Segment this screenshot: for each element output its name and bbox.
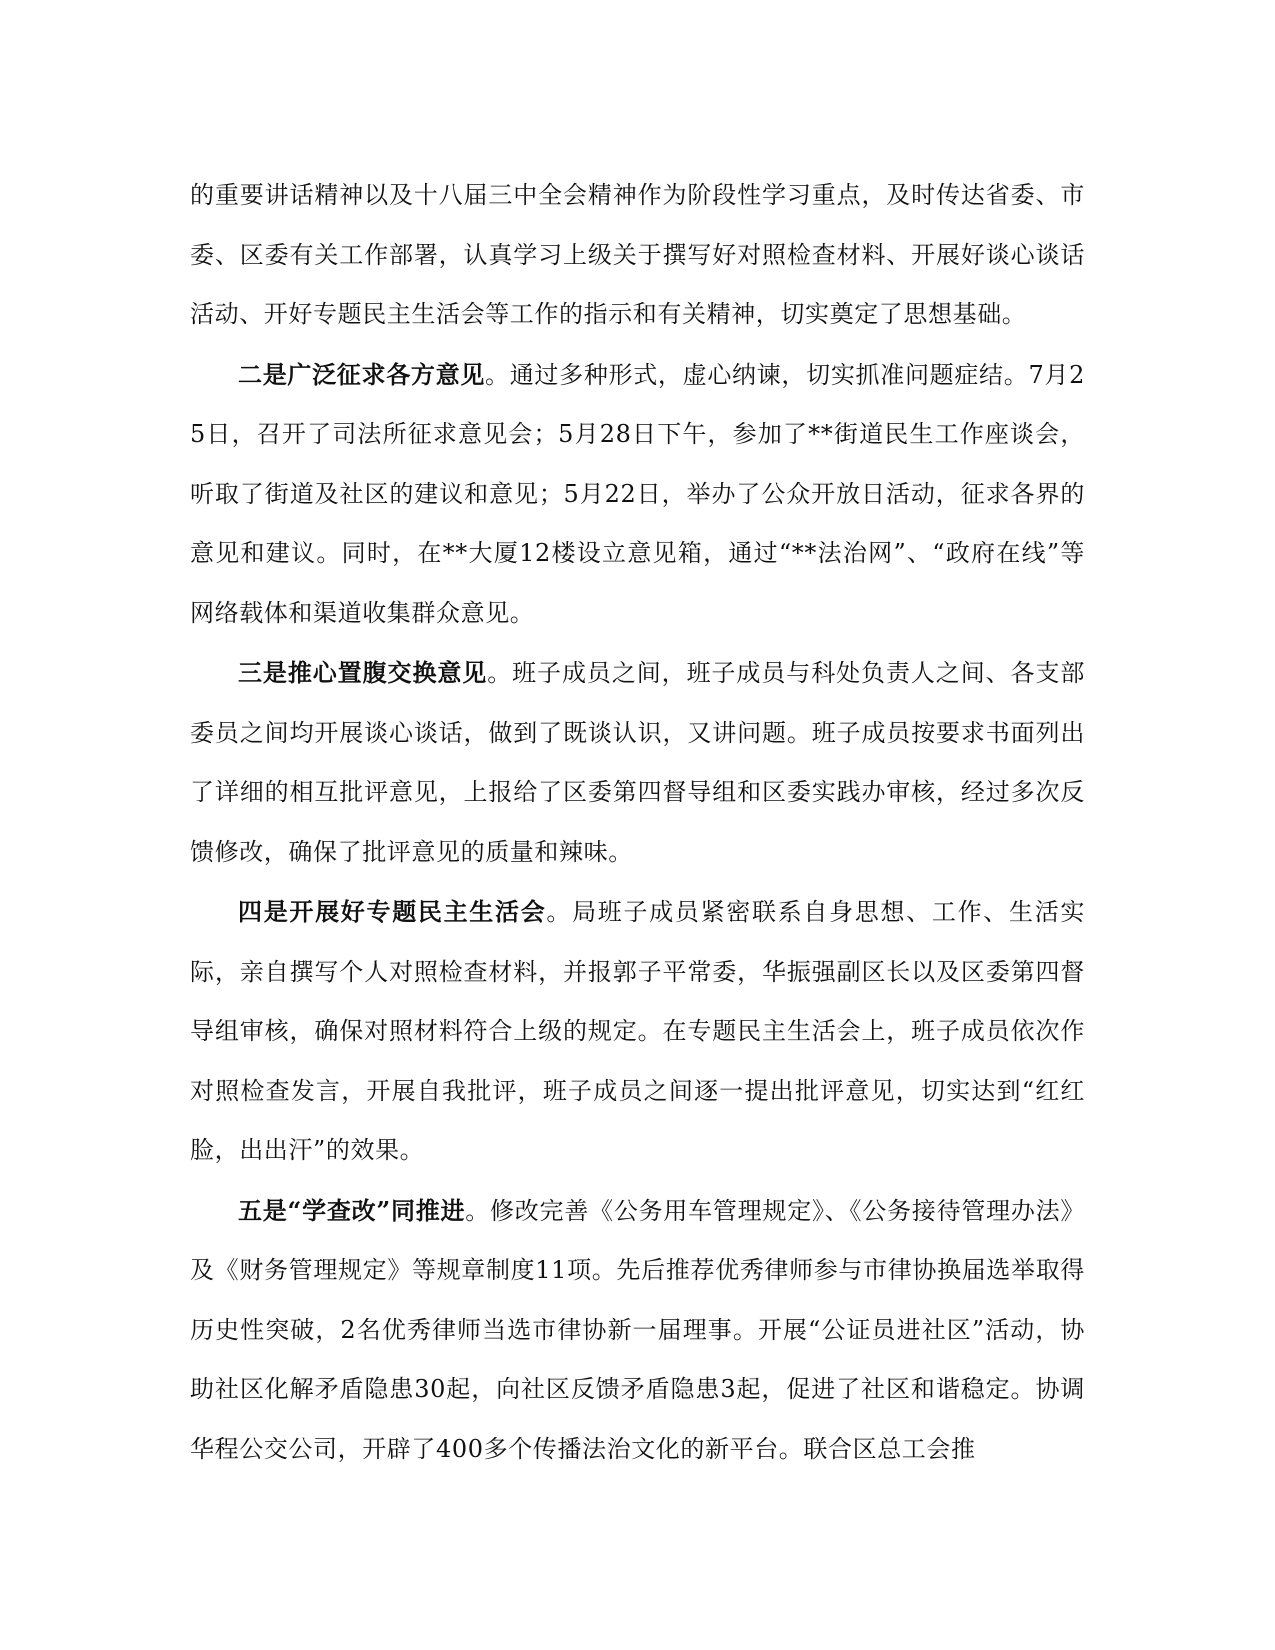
paragraph-5 bbox=[190, 1181, 1085, 1480]
paragraph-5-heading: 五是“学查改”同推进 bbox=[238, 1195, 466, 1225]
paragraph-2-heading: 二是广泛征求各方意见 bbox=[238, 359, 486, 389]
paragraph-1 bbox=[190, 166, 1085, 345]
paragraph-4 bbox=[190, 882, 1085, 1181]
paragraph-1-text: 的重要讲话精神以及十八届三中全会精神作为阶段性学习重点，及时传达省委、市委、区委有关工作部署，认真学习上级关于撰写好对照检查材料、开展好谈心谈话活动、开好专题民主生活会等工作的指示和有关精神，切实奠定了思想基础。 bbox=[190, 181, 1085, 328]
paragraph-4-heading: 四是开展好专题民主生活会 bbox=[238, 897, 547, 926]
paragraph-3 bbox=[190, 643, 1085, 882]
paragraph-3-heading: 三是推心置腹交换意见 bbox=[238, 658, 488, 687]
paragraph-2 bbox=[190, 345, 1085, 644]
paragraph-5-text: 。修改完善《公务用车管理规定》、《公务接待管理办法》及《财务管理规定》等规章制度11项。先后推荐优秀律师参与市律协换届选举取得历史性突破，2名优秀律师当选市律协新一届理事。开展“公证员进社区”活动，协助社区化解矛盾隐患30起，向社区反馈矛盾隐患3起，促进了社区和谐稳定。协调华程公交公司，开辟了400多个传播法治文化的新平台。联合区总工会推 bbox=[190, 1196, 1085, 1463]
paragraph-2-text: 。通过多种形式，虚心纳谏，切实抓准问题症结。7月25日，召开了司法所征求意见会；5月28日下午，参加了**街道民生工作座谈会，听取了街道及社区的建议和意见；5月22日，举办了公众开放日活动，征求各界的意见和建议。同时，在**大厦12楼设立意见箱，通过“**法治网”、“政府在线”等网络载体和渠道收集群众意见。 bbox=[190, 360, 1085, 627]
document-body bbox=[190, 166, 1085, 1479]
paragraph-3-text: 。班子成员之间，班子成员与科处负责人之间、各支部委员之间均开展谈心谈话，做到了既谈认识，又讲问题。班子成员按要求书面列出了详细的相互批评意见，上报给了区委第四督导组和区委实践办审核，经过多次反馈修改，确保了批评意见的质量和辣味。 bbox=[190, 659, 1086, 866]
paragraph-4-text: 。局班子成员紧密联系自身思想、工作、生活实际，亲自撰写个人对照检查材料，并报郭子平常委，华振强副区长以及区委第四督导组审核，确保对照材料符合上级的规定。在专题民主生活会上，班子成员依次作对照检查发言，开展自我批评，班子成员之间逐一提出批评意见，切实达到“红红脸，出出汗”的效果。 bbox=[190, 898, 1085, 1164]
